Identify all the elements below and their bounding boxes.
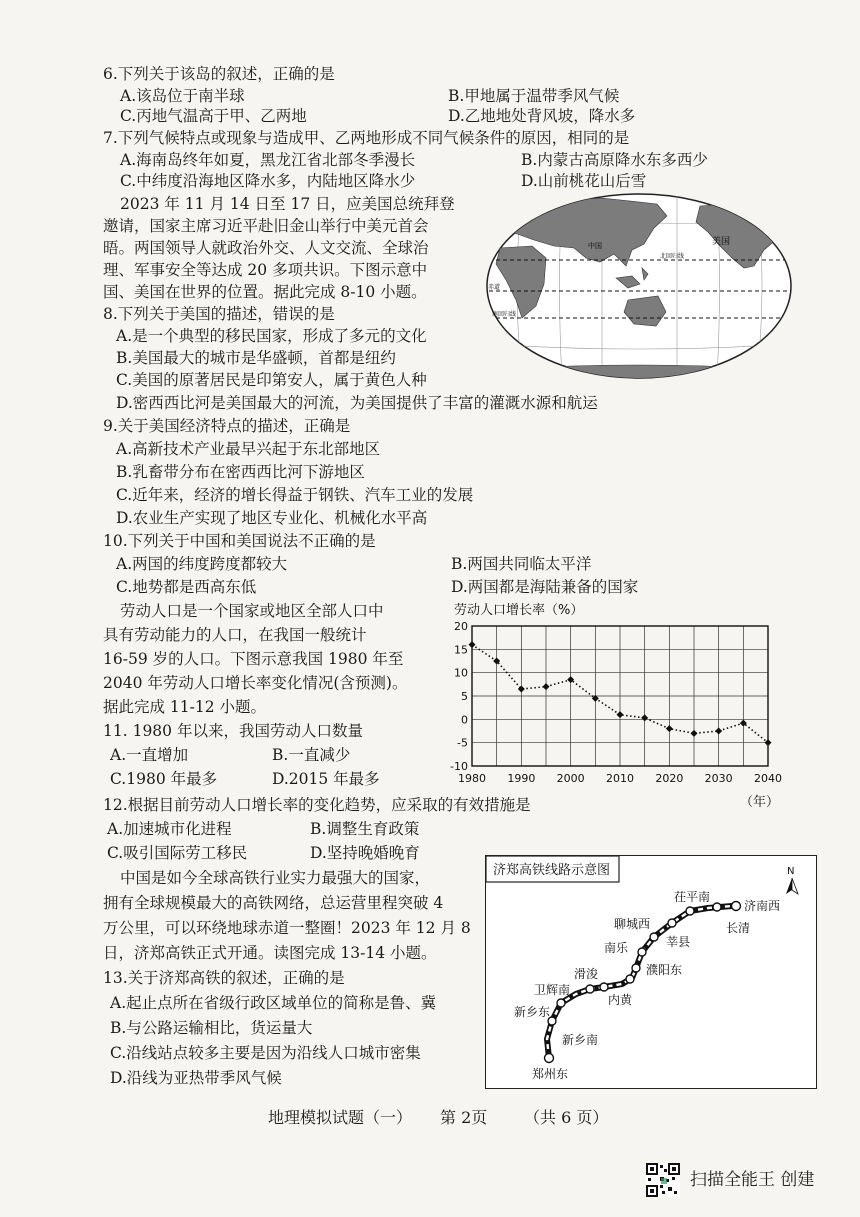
chart-title: 劳动人口增长率（%） [454,603,584,618]
q8-option-a: A.是一个典型的移民国家，形成了多元的文化 [116,327,427,345]
y-tick-label: -10 [450,760,468,773]
intro-13-14-line: 日，济郑高铁正式开通。读图完成 13-14 小题。 [103,944,437,962]
q13-stem: 13.关于济郑高铁的叙述，正确的是 [103,969,345,987]
map-label-tropic-cancer: 北回归线 [660,253,685,260]
intro-11-12-line: 据此完成 11-12 小题。 [103,698,267,716]
labor-growth-chart [438,598,788,816]
svg-text:N: N [787,866,795,877]
data-point [543,683,550,690]
q7-stem: 7.下列气候特点或现象与造成甲、乙两地形成不同气候条件的原因，相同的是 [103,129,630,147]
x-tick-label: 1980 [458,772,486,785]
q9-option-a: A.高新技术产业最早兴起于东北部地区 [116,440,381,458]
intro-11-12-line: 2040 年劳动人口增长率变化情况(含预测)。 [103,674,408,692]
map-label-tropic-capricorn: 南回归线 [492,311,517,318]
station-label: 滑浚 [574,967,599,981]
footer-total: （共 6 页） [524,1108,609,1127]
data-point [617,711,624,718]
map-label-china: 中国 [588,242,602,250]
q9-stem: 9.关于美国经济特点的描述，正确是 [103,417,351,435]
q11-option-a: A.一直增加 [110,746,189,764]
intro-13-14-line: 中国是如今全球高铁行业实力最强大的国家， [120,869,431,887]
q9-option-c: C.近年来，经济的增长得益于钢铁、汽车工业的发展 [116,486,474,504]
world-map [482,188,796,384]
station-label: 茌平南 [674,890,711,904]
y-tick-label: 15 [454,643,468,657]
data-point [666,725,673,732]
intro-8-10-line: 2023 年 11 月 14 日至 17 日，应美国总统拜登 [120,195,455,213]
q12-option-b: B.调整生育政策 [310,820,420,838]
data-point [715,728,722,735]
station-label: 南乐 [604,941,629,955]
q10-stem: 10.下列关于中国和美国说法不正确的是 [103,532,376,550]
q11-stem: 11. 1980 年以来，我国劳动人口数量 [103,722,363,740]
rail-map-title: 济郑高铁线路示意图 [493,863,611,878]
qr-code-icon [646,1163,680,1197]
station-label: 新乡东 [514,1005,551,1019]
x-tick-label: 2000 [556,772,585,785]
q8-option-b: B.美国最大的城市是华盛顿，首都是纽约 [116,349,396,367]
y-tick-label: 0 [461,713,468,727]
q13-option-d: D.沿线为亚热带季风气候 [110,1069,282,1087]
q10-option-b: B.两国共同临太平洋 [451,555,592,573]
q11-option-d: D.2015 年最多 [272,770,380,788]
station-label: 内黄 [608,993,633,1007]
q8-option-c: C.美国的原著居民是印第安人，属于黄色人种 [116,371,427,389]
x-tick-label: 2030 [704,772,733,785]
intro-8-10-line: 邀请，国家主席习近平赴旧金山举行中美元首会 [103,217,429,235]
q12-option-a: A.加速城市化进程 [107,820,232,838]
station-label: 濮阳东 [646,963,683,977]
q13-option-c: C.沿线站点较多主要是因为沿线人口城市密集 [110,1044,421,1062]
q12-option-c: C.吸引国际劳工移民 [107,844,248,862]
intro-13-14-line: 拥有全球规模最大的高铁网络，总运营里程突破 4 [103,894,444,912]
rail-map [485,855,817,1089]
data-point [518,686,525,693]
q6-option-c: C.丙地气温高于甲、乙两地 [120,107,307,125]
station-label: 郑州东 [532,1067,569,1081]
y-tick-label: 10 [454,666,468,680]
intro-8-10-line: 晤。两国领导人就政治外交、人文交流、全球治 [103,239,429,257]
chart-x-label: （年） [740,795,780,810]
station-label: 卫辉南 [534,983,571,997]
intro-11-12-line: 劳动人口是一个国家或地区全部人口中 [120,602,384,620]
q11-option-b: B.一直减少 [272,746,351,764]
x-tick-label: 2040 [754,772,782,785]
q6-option-a: A.该岛位于南半球 [120,87,245,105]
scanner-watermark: 扫描全能王 创建 [690,1170,815,1190]
north-arrow-icon [786,866,798,894]
q13-option-a: A.起止点所在省级行政区域单位的简称是鲁、冀 [110,994,437,1012]
q8-option-d: D.密西西比河是美国最大的河流，为美国提供了丰富的灌溉水源和航运 [116,394,598,412]
y-tick-label: 5 [461,690,468,703]
station-label: 莘县 [666,935,691,949]
q6-stem: 6.下列关于该岛的叙述，正确的是 [103,65,335,83]
station-label: 济南西 [744,899,781,913]
intro-13-14-line: 万公里，可以环绕地球赤道一整圈！2023 年 12 月 8 [103,919,471,937]
q8-stem: 8.下列关于美国的描述，错误的是 [103,305,335,323]
q9-option-b: B.乳畜带分布在密西西比河下游地区 [116,463,365,481]
y-tick-label: 20 [454,620,468,633]
intro-11-12-line: 16-59 岁的人口。下图示意我国 1980 年至 [103,650,404,668]
intro-11-12-line: 具有劳动能力的人口，在我国一般统计 [103,626,367,644]
y-tick-label: -5 [457,736,468,750]
q12-option-d: D.坚持晚婚晚育 [310,844,420,862]
q13-option-b: B.与公路运输相比，货运量大 [110,1019,313,1037]
q10-option-a: A.两国的纬度跨度都较大 [116,555,288,573]
station-label: 聊城西 [614,917,651,931]
x-tick-label: 1990 [507,772,536,785]
q7-option-a: A.海南岛终年如夏，黑龙江省北部冬季漫长 [120,151,416,169]
map-label-equator: 赤道 [488,284,501,291]
x-tick-label: 2020 [655,772,684,785]
intro-8-10-line: 理、军事安全等达成 20 多项共识。下图示意中 [103,261,428,279]
q11-option-c: C.1980 年最多 [110,770,218,788]
q7-option-c: C.中纬度沿海地区降水多，内陆地区降水少 [120,172,416,190]
q6-option-b: B.甲地属于温带季风气候 [448,87,620,105]
q10-option-d: D.两国都是海陆兼备的国家 [451,578,639,596]
station-label: 新乡南 [562,1033,599,1047]
intro-8-10-line: 国、美国在世界的位置。据此完成 8-10 小题。 [103,283,427,301]
station-label: 长清 [726,921,751,935]
data-point [641,714,648,721]
q9-option-d: D.农业生产实现了地区专业化、机械化水平高 [116,509,428,527]
q12-stem: 12.根据目前劳动人口增长率的变化趋势，应采取的有效措施是 [103,796,531,814]
data-point [469,641,476,648]
q6-option-d: D.乙地地处背风坡，降水多 [448,107,636,125]
q7-option-b: B.内蒙古高原降水东多西少 [521,151,708,169]
map-label-usa: 美国 [712,237,731,247]
q10-option-c: C.地势都是西高东低 [116,578,257,596]
data-point [691,730,698,737]
x-tick-label: 2010 [606,772,634,785]
q7-option-d: D.山前桃花山后雪 [521,172,647,190]
footer-subject: 地理模拟试题（一） [268,1108,413,1127]
footer-page: 第 2页 [440,1108,488,1127]
